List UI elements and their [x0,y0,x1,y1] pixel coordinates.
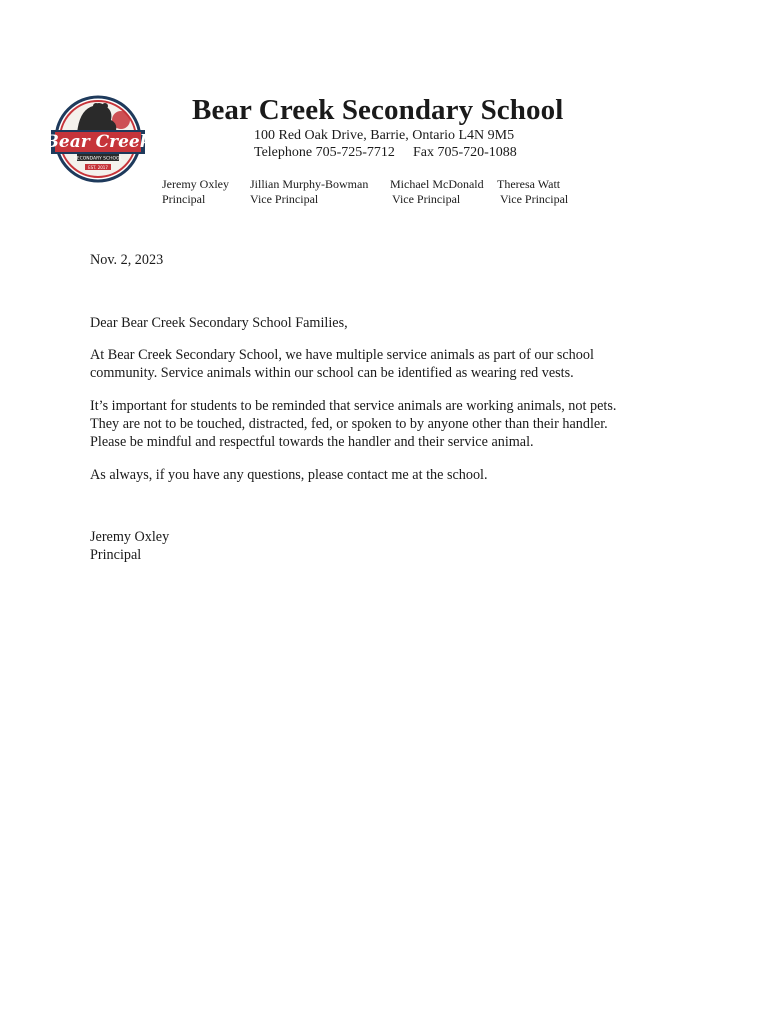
paragraph-line: community. Service animals within our school can be identified as wearing red vests. [90,365,574,381]
fax: Fax 705-720-1088 [412,145,517,160]
school-name: Bear Creek Secondary School [192,94,564,126]
paragraph-line: At Bear Creek Secondary School, we have multiple service animals as part of our school [90,347,594,363]
bear-logo-icon [49,94,149,184]
paragraph-line: Please be mindful and respectful towards the handler and their service animal. [90,434,534,450]
school-logo [49,94,149,184]
school-address: 100 Red Oak Drive, Barrie, Ontario L4N 9M5 [254,128,515,143]
logo-small: EST. 2017 [88,164,108,170]
staff-member [162,177,229,207]
staff-name: Jillian Murphy-Bowman [250,177,369,191]
staff-role: Vice Principal [250,192,319,206]
staff-member [390,177,484,207]
signature-name: Jeremy Oxley [90,529,170,545]
salutation: Dear Bear Creek Secondary School Families, [90,315,348,331]
staff-role: Vice Principal [392,192,461,206]
letter-date: Nov. 2, 2023 [90,252,164,268]
staff-member [250,177,368,207]
staff-member [497,177,568,207]
staff-name: Michael McDonald [390,177,484,191]
telephone: Telephone 705-725-7712 [254,145,395,160]
staff-name: Theresa Watt [497,177,561,191]
logo-text: Bear Creek [49,132,149,152]
paragraph-line: It’s important for students to be reminded that service animals are working animals, not pets. [90,398,617,414]
paragraph [90,397,690,451]
staff-name: Jeremy Oxley [162,177,229,191]
paragraph-line: As always, if you have any questions, please contact me at the school. [90,467,488,483]
signature-title: Principal [90,547,142,563]
logo-subtext: SECONDARY SCHOOL [73,156,123,162]
paragraph [90,346,690,382]
paragraph [90,466,690,484]
staff-role: Vice Principal [500,192,569,206]
contact-line [254,145,517,161]
signature-block [90,528,690,564]
staff-role: Principal [162,192,206,206]
paragraph-line: They are not to be touched, distracted, fed, or spoken to by anyone other than their handler. [90,416,608,432]
